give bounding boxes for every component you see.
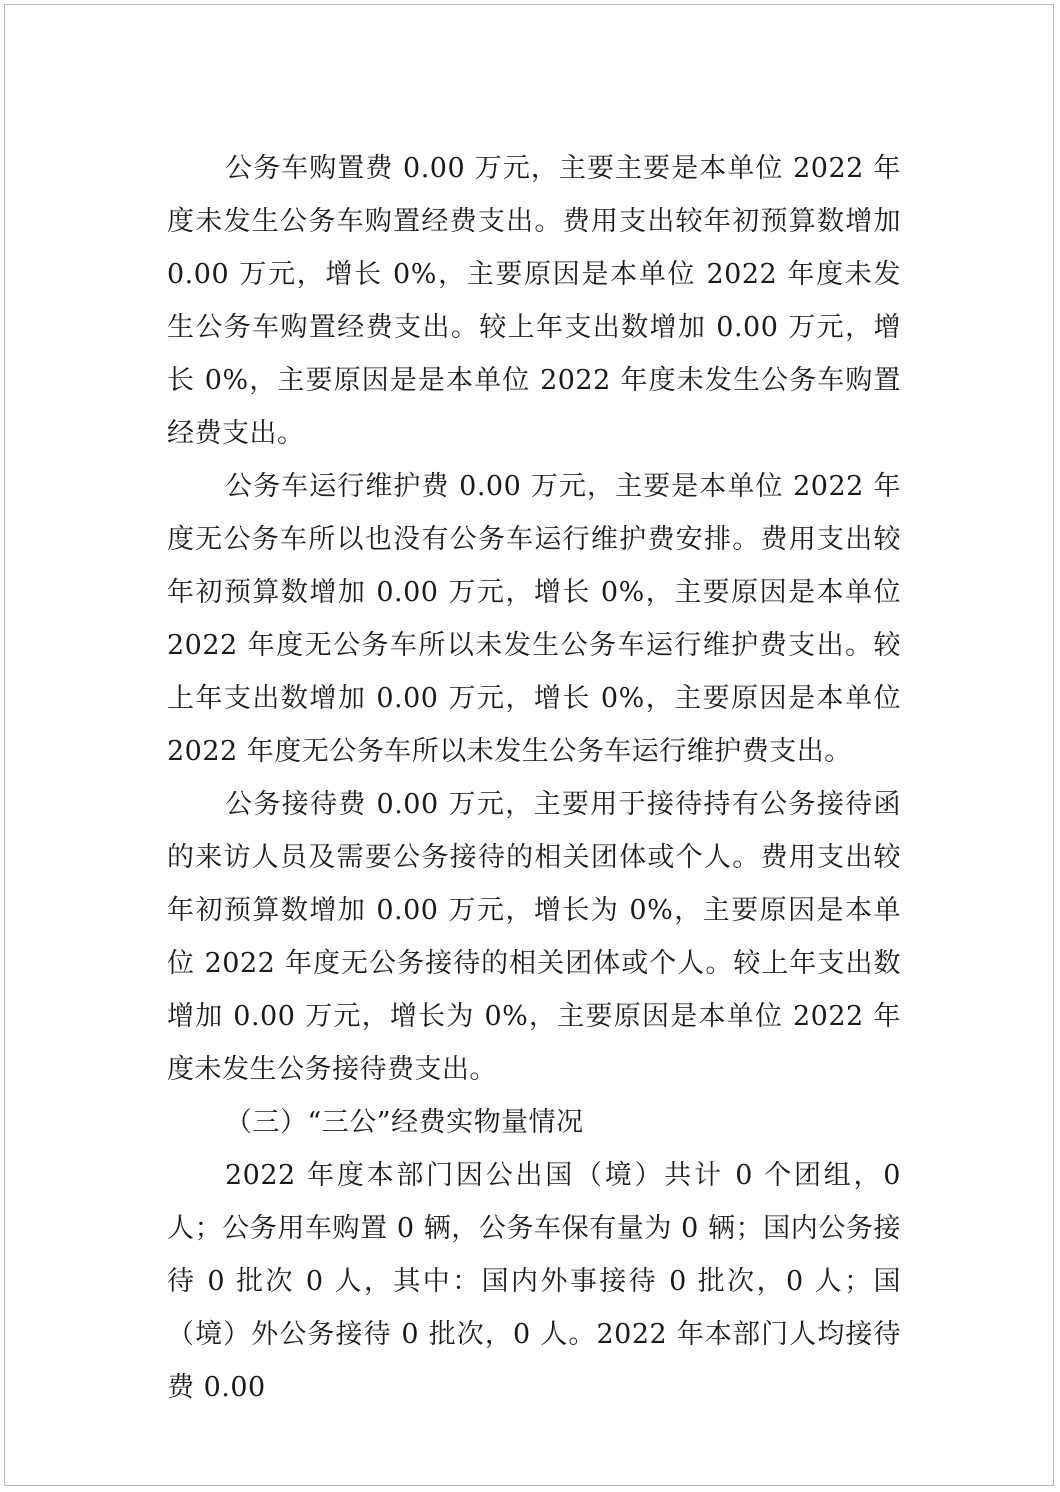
- section-heading: （三）“三公”经费实物量情况: [225, 1107, 584, 1138]
- paragraph-reception-expense: 公务接待费 0.00 万元，主要用于接待持有公务接待函的来访人员及需要公务接待的相关团体或个人。费用支出较年初预算数增加 0.00 万元，增长为 0%，主要原因是本单位 2022 年度无公务接待的相关团体或个人。较上年支出数增加 0.00 万元，增长为 0%，主要原因是本单位 2022 年度未发生公务接待费支出。: [167, 789, 901, 1085]
- document-body: [167, 142, 901, 1414]
- paragraph-vehicle-purchase: 公务车购置费 0.00 万元，主要主要是本单位 2022 年度未发生公务车购置经费支出。费用支出较年初预算数增加 0.00 万元，增长 0%，主要原因是本单位 2022 年度未发生公务车购置经费支出。较上年支出数增加 0.00 万元，增长 0%，主要原因是是本单位 2022 年度未发生公务车购置经费支出。: [167, 153, 901, 449]
- paragraph-physical-quantity: 2022 年度本部门因公出国（境）共计 0 个团组，0 人；公务用车购置 0 辆，公务车保有量为 0 辆；国内公务接待 0 批次 0 人，其中：国内外事接待 0 批次，0 人；国（境）外公务接待 0 批次，0 人。2022 年本部门人均接待费 0.00: [167, 1160, 901, 1403]
- document-page: [4, 4, 1054, 1486]
- paragraph-vehicle-maintenance: 公务车运行维护费 0.00 万元，主要是本单位 2022 年度无公务车所以也没有公务车运行维护费安排。费用支出较年初预算数增加 0.00 万元，增长 0%，主要原因是本单位 2022 年度无公务车所以未发生公务车运行维护费支出。较上年支出数增加 0.00 万元，增长 0%，主要原因是本单位 2022 年度无公务车所以未发生公务车运行维护费支出。: [167, 471, 901, 767]
